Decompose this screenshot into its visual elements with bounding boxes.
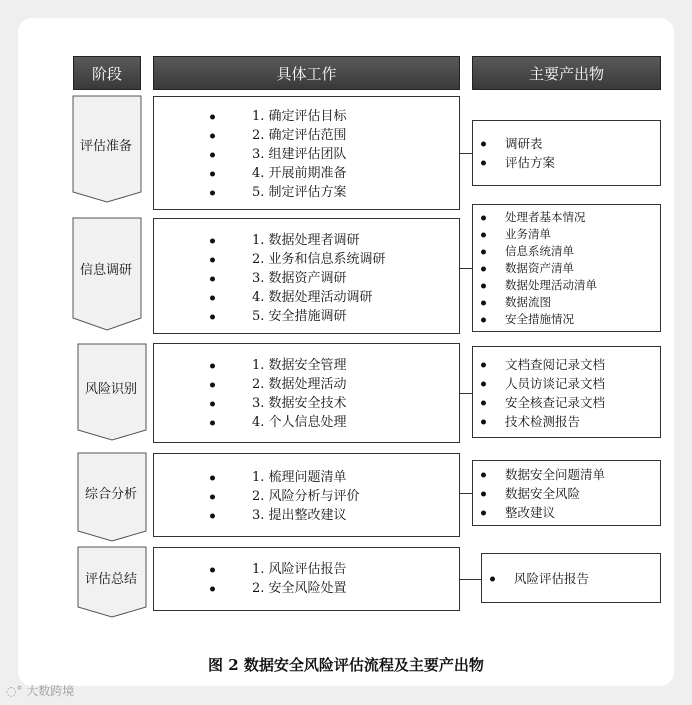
work-item: 2. 风险分析与评价 — [210, 487, 360, 506]
output-item: 风险评估报告 — [490, 569, 589, 588]
work-item: 4. 数据处理活动调研 — [210, 288, 386, 307]
work-item: 4. 开展前期准备 — [210, 164, 347, 183]
work-item: 1. 确定评估目标 — [210, 107, 347, 126]
work-item: 3. 数据资产调研 — [210, 269, 386, 288]
output-item: 安全措施情况 — [481, 311, 597, 328]
output-item: 处理者基本情况 — [481, 209, 597, 226]
stage-analysis — [78, 453, 144, 531]
work-item: 2. 安全风险处置 — [210, 579, 347, 598]
work-item: 1. 梳理问题清单 — [210, 468, 360, 487]
watermark-logo: ◌° 大数跨境 — [6, 684, 75, 698]
work-item: 5. 安全措施调研 — [210, 307, 386, 326]
work-item: 1. 数据处理者调研 — [210, 231, 386, 250]
work-item: 4. 个人信息处理 — [210, 413, 347, 432]
work-item: 3. 数据安全技术 — [210, 394, 347, 413]
work-box-survey — [153, 218, 460, 334]
output-item: 安全核查记录文档 — [481, 393, 605, 412]
output-item: 业务清单 — [481, 226, 597, 243]
stage-label: 评估总结 — [84, 571, 137, 587]
stage-label: 综合分析 — [84, 486, 137, 502]
work-box-prepare — [153, 96, 460, 210]
header-work: 具体工作 — [153, 56, 460, 90]
output-item: 调研表 — [481, 134, 555, 153]
header-output: 主要产出物 — [472, 56, 661, 90]
output-item: 文档查阅记录文档 — [481, 355, 605, 374]
work-item: 3. 组建评估团队 — [210, 145, 347, 164]
stage-identify — [78, 344, 144, 430]
stage-label: 信息调研 — [79, 262, 132, 278]
output-item: 数据处理活动清单 — [481, 277, 597, 294]
stage-survey — [73, 218, 139, 318]
output-item: 数据安全问题清单 — [481, 465, 605, 484]
connector-line — [460, 153, 472, 154]
work-item: 2. 数据处理活动 — [210, 375, 347, 394]
connector-line — [460, 579, 481, 580]
output-item: 评估方案 — [481, 153, 555, 172]
output-box-analysis — [472, 460, 661, 526]
work-item: 2. 业务和信息系统调研 — [210, 250, 386, 269]
work-box-identify — [153, 343, 460, 443]
output-item: 数据流图 — [481, 294, 597, 311]
work-box-analysis — [153, 453, 460, 537]
output-item: 数据安全风险 — [481, 484, 605, 503]
connector-line — [460, 268, 472, 269]
output-item: 数据资产清单 — [481, 260, 597, 277]
output-item: 整改建议 — [481, 503, 605, 522]
stage-label: 风险识别 — [84, 381, 137, 397]
work-item: 5. 制定评估方案 — [210, 183, 347, 202]
output-item: 信息系统清单 — [481, 243, 597, 260]
connector-line — [460, 493, 472, 494]
output-box-summary — [481, 553, 661, 603]
stage-label: 评估准备 — [79, 138, 132, 154]
connector-line — [460, 393, 472, 394]
header-stage: 阶段 — [73, 56, 141, 90]
work-item: 3. 提出整改建议 — [210, 506, 360, 525]
stage-prepare — [73, 96, 139, 192]
figure-caption: 图 2 数据安全风险评估流程及主要产出物 — [208, 656, 484, 674]
output-box-survey — [472, 204, 661, 332]
watermark-text: 大数跨境 — [26, 684, 75, 698]
output-item: 技术检测报告 — [481, 412, 605, 431]
output-item: 人员访谈记录文档 — [481, 374, 605, 393]
work-box-summary — [153, 547, 460, 611]
work-item: 1. 风险评估报告 — [210, 560, 347, 579]
work-item: 2. 确定评估范围 — [210, 126, 347, 145]
output-box-identify — [472, 346, 661, 438]
output-box-prepare — [472, 120, 661, 186]
stage-summary — [78, 547, 144, 607]
work-item: 1. 数据安全管理 — [210, 356, 347, 375]
